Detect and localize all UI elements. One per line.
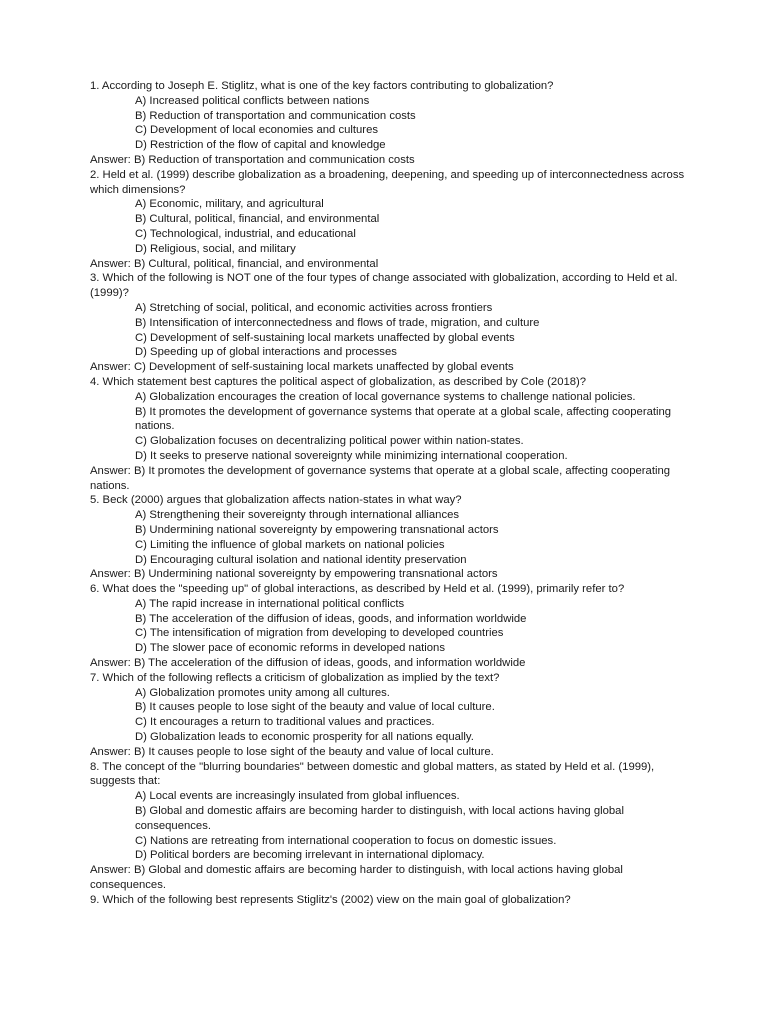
option-a: A) Local events are increasingly insulated from global influences. <box>135 790 460 803</box>
option-d: D) It seeks to preserve national sovereignty while minimizing international cooperation. <box>135 449 568 462</box>
option-b: B) It causes people to lose sight of the beauty and value of local culture. <box>135 701 495 714</box>
option-d: D) Speeding up of global interactions and processes <box>135 346 397 359</box>
option-a: A) Strengthening their sovereignty through international alliances <box>135 509 460 522</box>
answer-line: Answer: C) Development of self-sustaining local markets unaffected by global events <box>90 361 514 374</box>
option-b: B) Reduction of transportation and communication costs <box>135 109 416 122</box>
question-text: 4. Which statement best captures the political aspect of globalization, as described by Cole (2018)? <box>90 375 587 388</box>
option-d: D) Restriction of the flow of capital and knowledge <box>135 139 386 152</box>
option-d: D) Globalization leads to economic prosperity for all nations equally. <box>135 731 474 744</box>
option-c: C) Nations are retreating from international cooperation to focus on domestic issues. <box>135 834 557 847</box>
option-c: C) Development of local economies and cultures <box>135 124 379 137</box>
option-d: D) Political borders are becoming irrelevant in international diplomacy. <box>135 849 485 862</box>
answer-line: Answer: B) Global and domestic affairs are becoming harder to distinguish, with local actions having global consequences. <box>90 864 623 892</box>
document-page <box>90 79 690 908</box>
option-a: A) Globalization promotes unity among all cultures. <box>135 686 390 699</box>
option-b: B) Undermining national sovereignty by empowering transnational actors <box>135 523 499 536</box>
option-c: C) Technological, industrial, and educational <box>135 227 356 240</box>
question-text: 2. Held et al. (1999) describe globalization as a broadening, deepening, and speeding up of interconnectedness across which dimensions? <box>90 168 685 196</box>
option-a: A) Stretching of social, political, and economic activities across frontiers <box>135 301 493 314</box>
option-b: B) It promotes the development of governance systems that operate at a global scale, affecting cooperating nations. <box>135 405 672 433</box>
question-text: 3. Which of the following is NOT one of the four types of change associated with globalization, according to Held et al. (1999)? <box>90 272 678 300</box>
answer-line: Answer: B) It causes people to lose sight of the beauty and value of local culture. <box>90 745 494 758</box>
answer-line: Answer: B) It promotes the development of governance systems that operate at a global scale, affecting cooperating nations. <box>90 464 671 492</box>
option-c: C) Development of self-sustaining local markets unaffected by global events <box>135 331 515 344</box>
option-b: B) Intensification of interconnectedness and flows of trade, migration, and culture <box>135 316 540 329</box>
answer-line: Answer: B) Cultural, political, financial, and environmental <box>90 257 379 270</box>
option-b: B) Global and domestic affairs are becoming harder to distinguish, with local actions having global consequences. <box>135 805 624 832</box>
option-c: C) The intensification of migration from developing to developed countries <box>135 627 504 640</box>
question-text: 7. Which of the following reflects a criticism of globalization as implied by the text? <box>90 671 500 684</box>
option-c: C) It encourages a return to traditional values and practices. <box>135 716 435 729</box>
option-a: A) The rapid increase in international political conflicts <box>135 597 405 610</box>
answer-line: Answer: B) Reduction of transportation and communication costs <box>90 153 415 166</box>
answer-line: Answer: B) The acceleration of the diffusion of ideas, goods, and information worldwide <box>90 657 526 670</box>
question-text: 1. According to Joseph E. Stiglitz, what is one of the key factors contributing to globalization? <box>90 80 554 92</box>
option-a: A) Globalization encourages the creation of local governance systems to challenge national policies. <box>135 390 636 403</box>
answer-line: Answer: B) Undermining national sovereignty by empowering transnational actors <box>90 568 498 581</box>
option-b: B) Cultural, political, financial, and environmental <box>135 213 380 226</box>
question-text: 5. Beck (2000) argues that globalization affects nation-states in what way? <box>90 494 462 507</box>
question-text: 6. What does the "speeding up" of global interactions, as described by Held et al. (1999), primarily refer to? <box>90 583 625 596</box>
option-d: D) Religious, social, and military <box>135 242 296 255</box>
option-d: D) The slower pace of economic reforms in developed nations <box>135 642 445 655</box>
question-text: 8. The concept of the "blurring boundaries" between domestic and global matters, as stated by Held et al. (1999), suggests that: <box>90 760 655 788</box>
option-d: D) Encouraging cultural isolation and national identity preservation <box>135 553 467 566</box>
option-b: B) The acceleration of the diffusion of ideas, goods, and information worldwide <box>135 612 527 625</box>
question-text: 9. Which of the following best represents Stiglitz's (2002) view on the main goal of globalization? <box>90 893 571 906</box>
option-c: C) Globalization focuses on decentralizing political power within nation-states. <box>135 435 524 448</box>
option-a: A) Increased political conflicts between nations <box>135 94 370 107</box>
option-a: A) Economic, military, and agricultural <box>135 198 324 211</box>
option-c: C) Limiting the influence of global markets on national policies <box>135 538 445 551</box>
